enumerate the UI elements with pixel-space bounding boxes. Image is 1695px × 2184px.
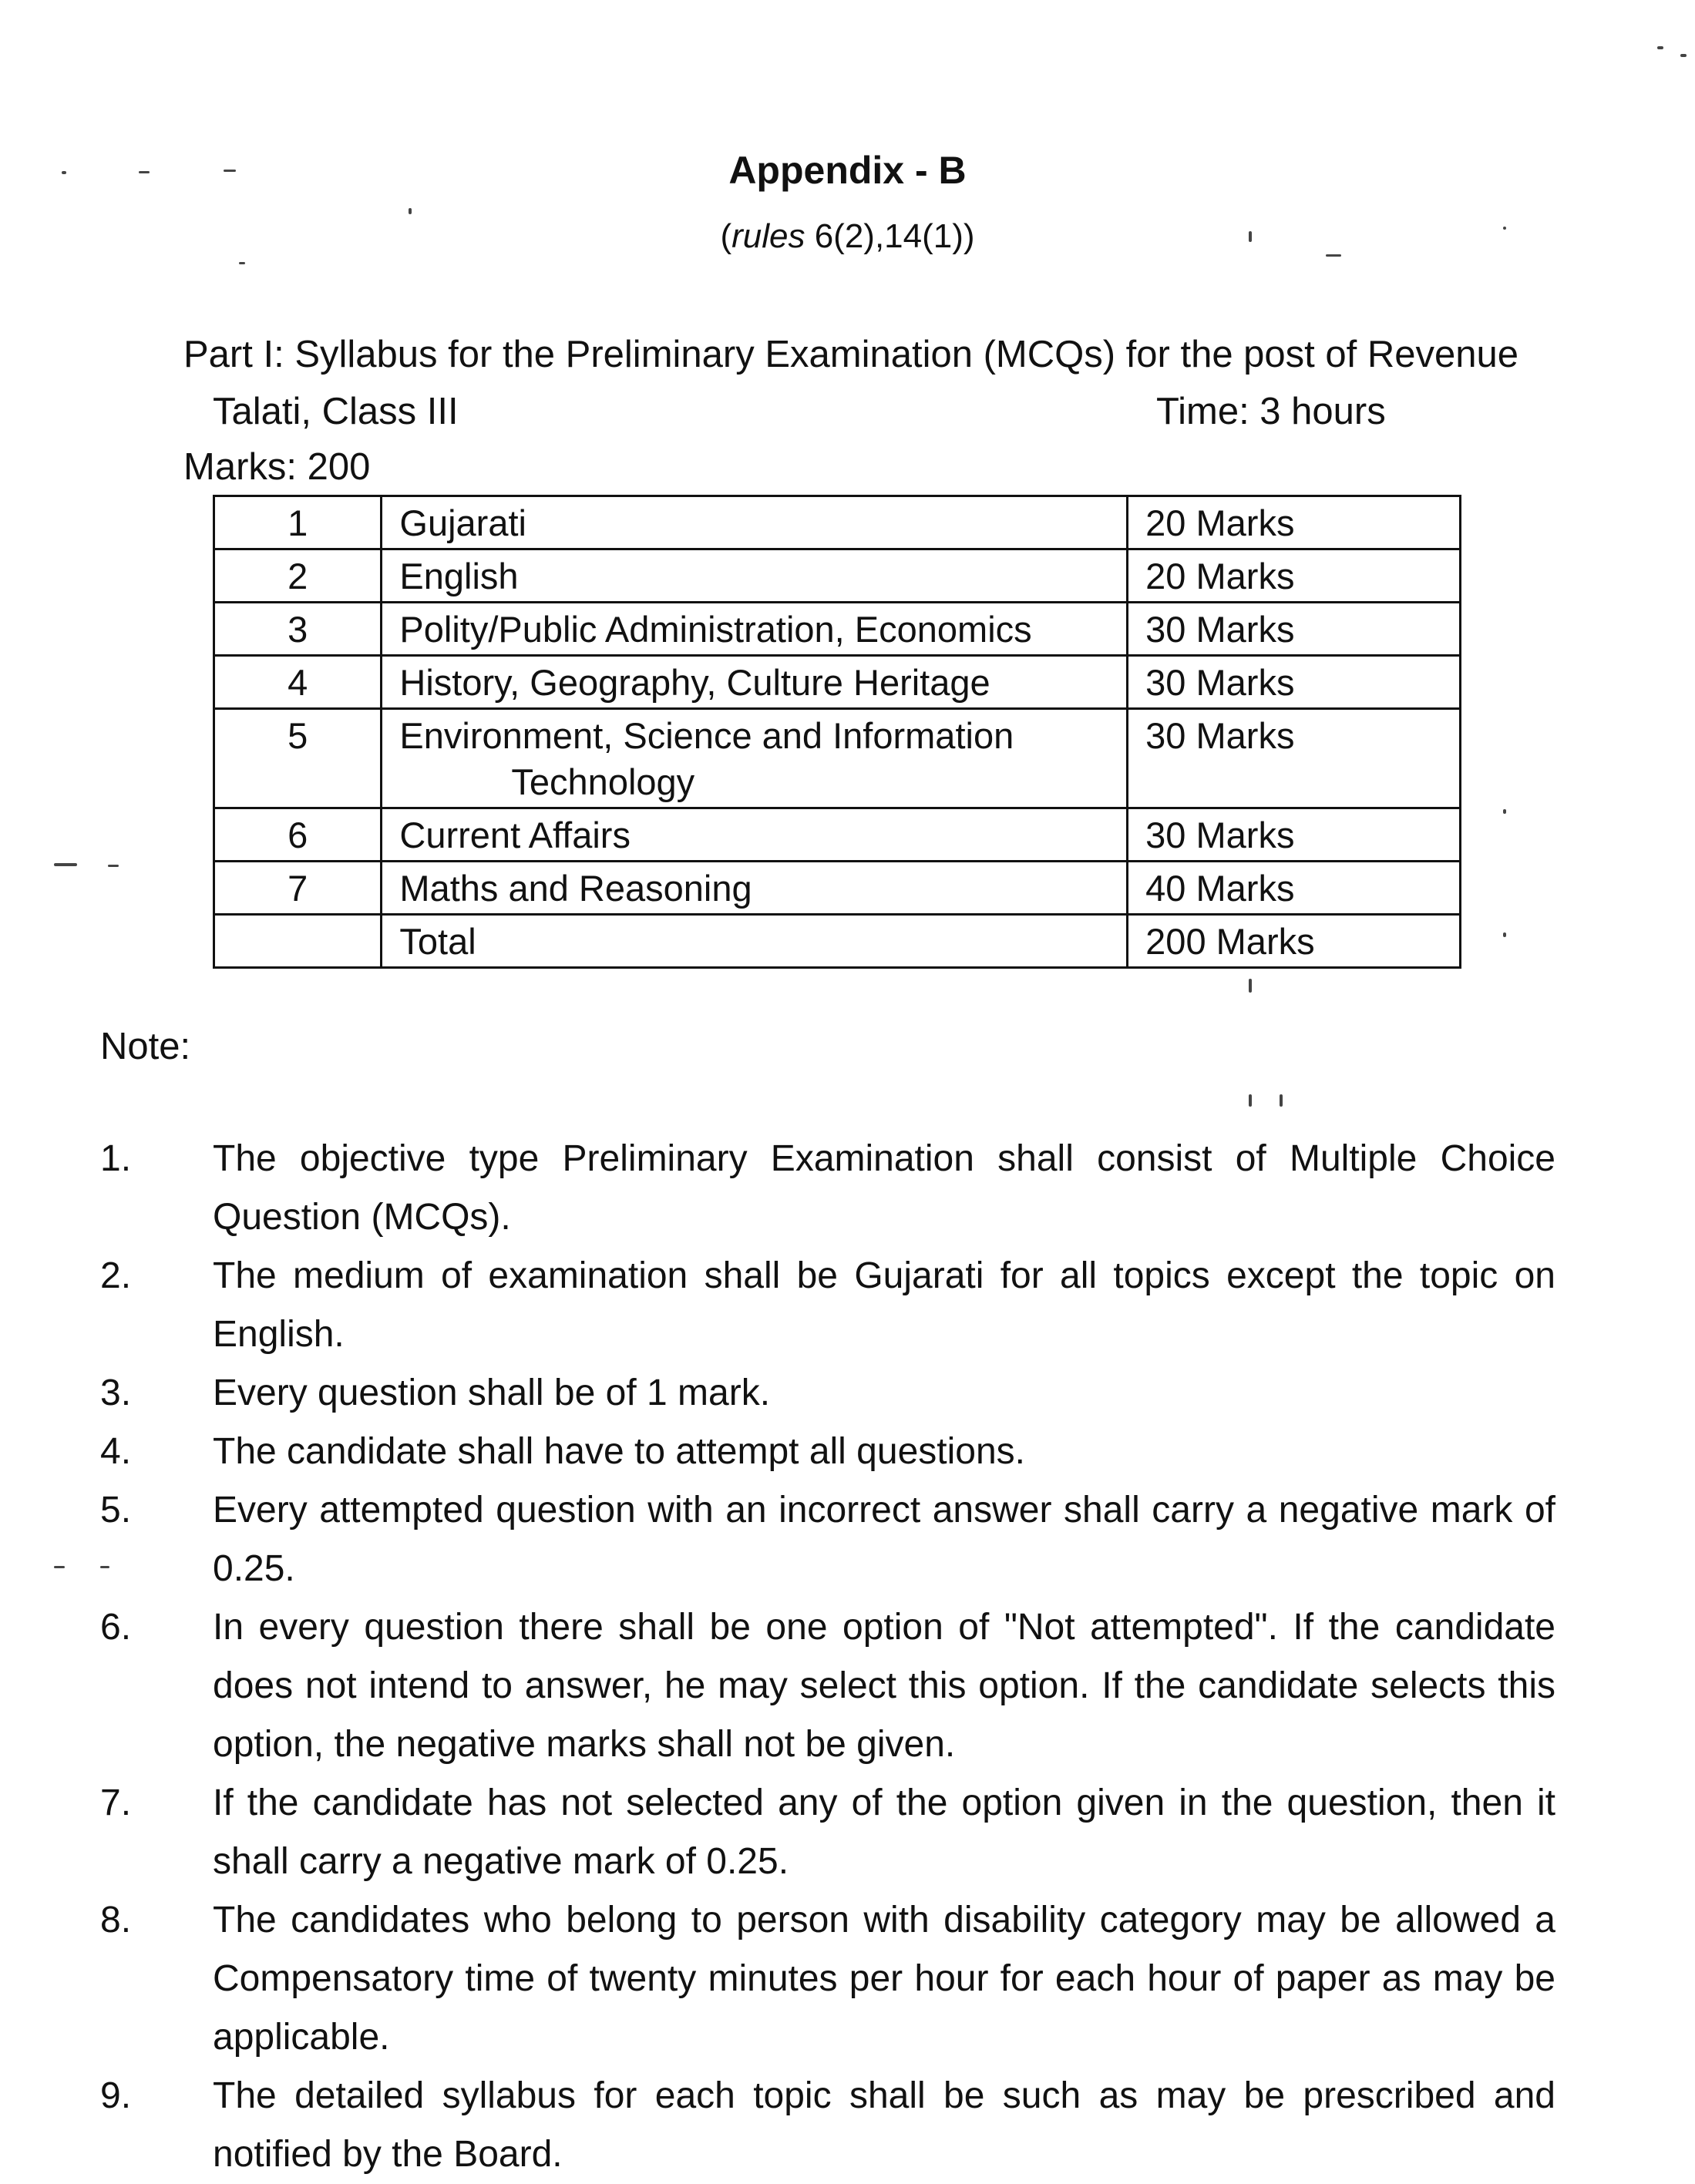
list-item [100, 2067, 1555, 2184]
note-text: The detailed syllabus for each topic shall be such as may be prescribed and notified by the Board. [213, 2075, 1555, 2175]
post-name: Talati, Class III [213, 391, 459, 432]
part-heading: Part I: Syllabus for the Preliminary Examination (MCQs) for the post of Revenue [183, 334, 1519, 375]
notes-list [100, 1130, 1555, 2184]
note-text: The medium of examination shall be Gujarati for all topics except the topic on English. [213, 1255, 1555, 1355]
list-item [100, 1247, 1555, 1364]
row-number: 7 [214, 862, 382, 915]
row-number: 5 [214, 709, 382, 808]
note-text: The candidates who belong to person with disability category may be allowed a Compensatory time of twenty minutes per hour for each hour of paper as may be applicable. [213, 1900, 1555, 2058]
row-number: 3 [214, 603, 382, 656]
note-text: If the candidate has not selected any of the option given in the question, then it shall carry a negative mark of 0.25. [213, 1782, 1555, 1882]
syllabus-table [213, 495, 1461, 969]
scan-speck [54, 863, 77, 866]
scan-speck [1657, 46, 1663, 49]
list-item [100, 1891, 1555, 2067]
rules-open: ( [720, 217, 732, 255]
scan-speck [1503, 809, 1506, 814]
row-topic: Polity/Public Administration, Economics [382, 603, 1128, 656]
row-marks: 30 Marks [1128, 808, 1461, 862]
note-number: 9. [100, 2075, 132, 2116]
scan-speck [54, 1566, 65, 1568]
list-item [100, 1481, 1555, 1598]
row-marks: 30 Marks [1128, 709, 1461, 808]
row-topic-line: Environment, Science and Information [399, 715, 1014, 756]
table-row [214, 656, 1461, 709]
row-marks: 40 Marks [1128, 862, 1461, 915]
scan-speck [1280, 1094, 1283, 1107]
note-number: 1. [100, 1138, 132, 1179]
row-topic: Total [382, 915, 1128, 968]
row-marks: 30 Marks [1128, 656, 1461, 709]
row-marks: 20 Marks [1128, 549, 1461, 603]
scan-speck [239, 262, 245, 264]
table-row [214, 549, 1461, 603]
row-topic: Maths and Reasoning [382, 862, 1128, 915]
scan-speck [1680, 54, 1687, 57]
note-text: Every question shall be of 1 mark. [213, 1373, 771, 1413]
note-text: The candidate shall have to attempt all questions. [213, 1431, 1025, 1472]
row-topic-continuation: Technology [511, 761, 695, 802]
table-row [214, 709, 1461, 808]
table-row [214, 603, 1461, 656]
rules-reference [0, 217, 1695, 256]
note-number: 2. [100, 1255, 132, 1296]
table-row [214, 808, 1461, 862]
scan-speck [108, 865, 119, 867]
table-row [214, 496, 1461, 549]
note-number: 6. [100, 1607, 132, 1648]
row-topic [382, 709, 1128, 808]
note-text: Every attempted question with an incorrect answer shall carry a negative mark of 0.25. [213, 1490, 1555, 1589]
row-number: 2 [214, 549, 382, 603]
row-marks: 20 Marks [1128, 496, 1461, 549]
note-text: In every question there shall be one option of "Not attempted". If the candidate does not intend to answer, he may select this option. If the candidate selects this option, the negative marks shall not be given. [213, 1607, 1555, 1765]
row-number: 4 [214, 656, 382, 709]
exam-time: Time: 3 hours [1156, 391, 1386, 432]
row-topic: Current Affairs [382, 808, 1128, 862]
rules-italic: rules [731, 217, 805, 255]
list-item [100, 1364, 1555, 1423]
table-row-total [214, 915, 1461, 968]
scan-speck [1249, 979, 1252, 993]
row-number: 1 [214, 496, 382, 549]
note-number: 5. [100, 1490, 132, 1530]
note-number: 3. [100, 1373, 132, 1413]
total-marks: Marks: 200 [183, 446, 371, 488]
scan-speck [1503, 932, 1506, 937]
row-topic: Gujarati [382, 496, 1128, 549]
scan-speck [409, 208, 412, 214]
rules-rest: 6(2),14(1)) [805, 217, 975, 255]
list-item [100, 1598, 1555, 1774]
row-topic: English [382, 549, 1128, 603]
list-item [100, 1423, 1555, 1481]
table-row [214, 862, 1461, 915]
list-item [100, 1774, 1555, 1891]
row-number: 6 [214, 808, 382, 862]
note-number: 4. [100, 1431, 132, 1472]
row-marks: 30 Marks [1128, 603, 1461, 656]
note-number: 7. [100, 1782, 132, 1823]
scan-speck [1249, 1094, 1252, 1107]
note-label: Note: [100, 1026, 191, 1067]
note-text: The objective type Preliminary Examination shall consist of Multiple Choice Question (MCQs). [213, 1138, 1555, 1238]
row-topic: History, Geography, Culture Heritage [382, 656, 1128, 709]
list-item [100, 1130, 1555, 1247]
row-marks: 200 Marks [1128, 915, 1461, 968]
note-number: 8. [100, 1900, 132, 1940]
row-number [214, 915, 382, 968]
page-title: Appendix - B [728, 149, 967, 192]
